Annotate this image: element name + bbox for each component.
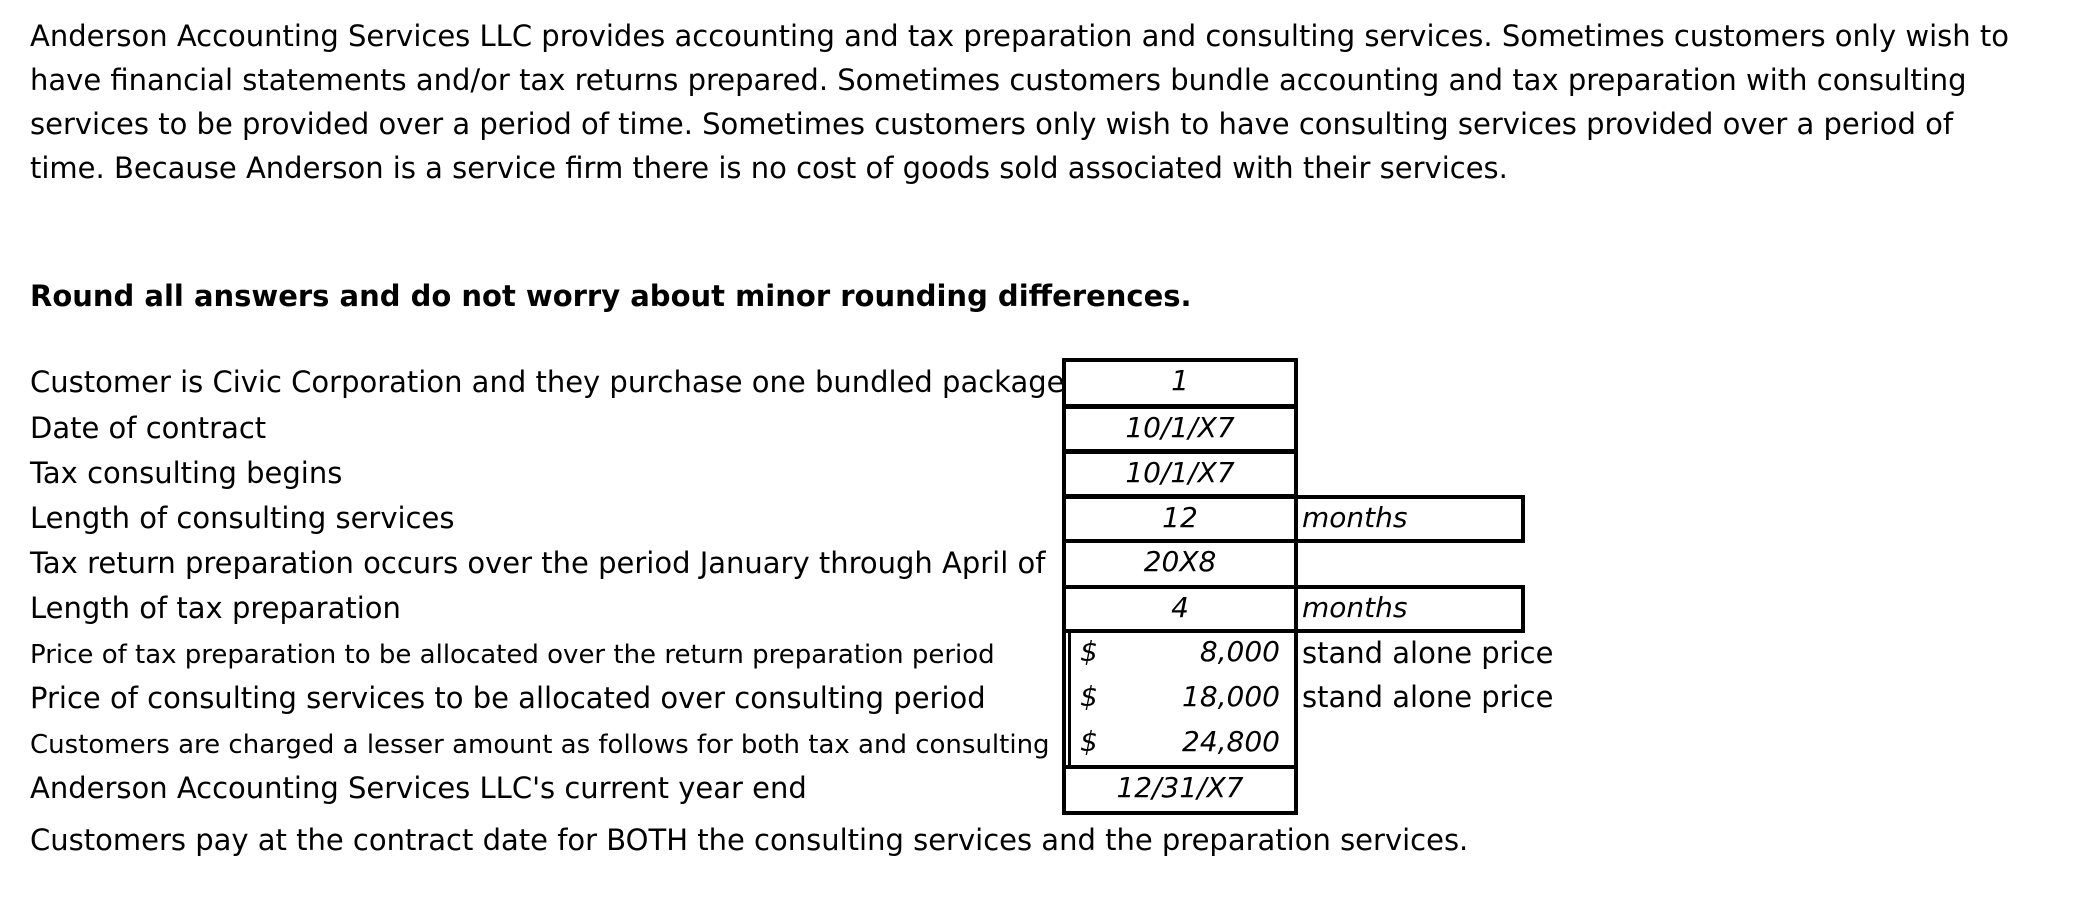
value-packages: 1 [1062,358,1298,408]
payment-note: Customers pay at the contract date for BOTH the consulting services and the preparation services. [30,823,1469,857]
consulting-price-amount: 18,000 [1182,680,1280,713]
currency-symbol: $ [1080,725,1098,758]
label-consulting-length: Length of consulting services [30,501,455,535]
value-contract-date: 10/1/X7 [1062,405,1298,453]
value-year-end: 12/31/X7 [1062,765,1298,815]
currency-divider [1068,633,1071,768]
value-tax-prep-length: 4 [1062,585,1298,633]
label-consulting-begins: Tax consulting begins [30,456,343,490]
currency-symbol: $ [1080,635,1098,668]
value-bundle-price [1062,723,1298,768]
unit-tax-prep-months: months [1294,585,1525,633]
tax-prep-price-amount: 8,000 [1199,635,1280,668]
value-consulting-price [1062,678,1298,723]
label-customer-package: Customer is Civic Corporation and they purchase one bundled package [30,365,1065,399]
note-consulting-standalone: stand alone price [1302,680,1554,714]
value-tax-prep-price [1062,633,1298,678]
value-tax-prep-year: 20X8 [1062,543,1298,588]
label-tax-prep-price: Price of tax preparation to be allocated over the return preparation period [30,640,995,670]
label-bundle-price: Customers are charged a lesser amount as follows for both tax and consulting [30,730,1050,760]
intro-paragraph: Anderson Accounting Services LLC provides accounting and tax preparation and consulting services. Sometimes customers only wish to have financial statements and/or tax returns prepared. Sometimes customers bundle accounting and tax preparation with consulting services to be provided over a period of time. Sometimes customers only wish to have consulting services provided over a period of time. Because Anderson is a service firm there is no cost of goods sold associated with their services. [30,19,2009,185]
unit-consulting-months: months [1294,495,1525,543]
rounding-instruction: Round all answers and do not worry about minor rounding differences. [30,279,1192,313]
bundle-price-amount: 24,800 [1182,725,1280,758]
label-tax-prep-length: Length of tax preparation [30,591,401,625]
note-tax-prep-standalone: stand alone price [1302,636,1554,670]
label-contract-date: Date of contract [30,411,267,445]
value-consulting-length: 12 [1062,495,1298,543]
value-consulting-begins: 10/1/X7 [1062,450,1298,498]
label-year-end: Anderson Accounting Services LLC's current year end [30,771,807,805]
label-consulting-price: Price of consulting services to be allocated over consulting period [30,681,986,715]
currency-symbol: $ [1080,680,1098,713]
label-tax-prep-period: Tax return preparation occurs over the period January through April of [30,546,1046,580]
